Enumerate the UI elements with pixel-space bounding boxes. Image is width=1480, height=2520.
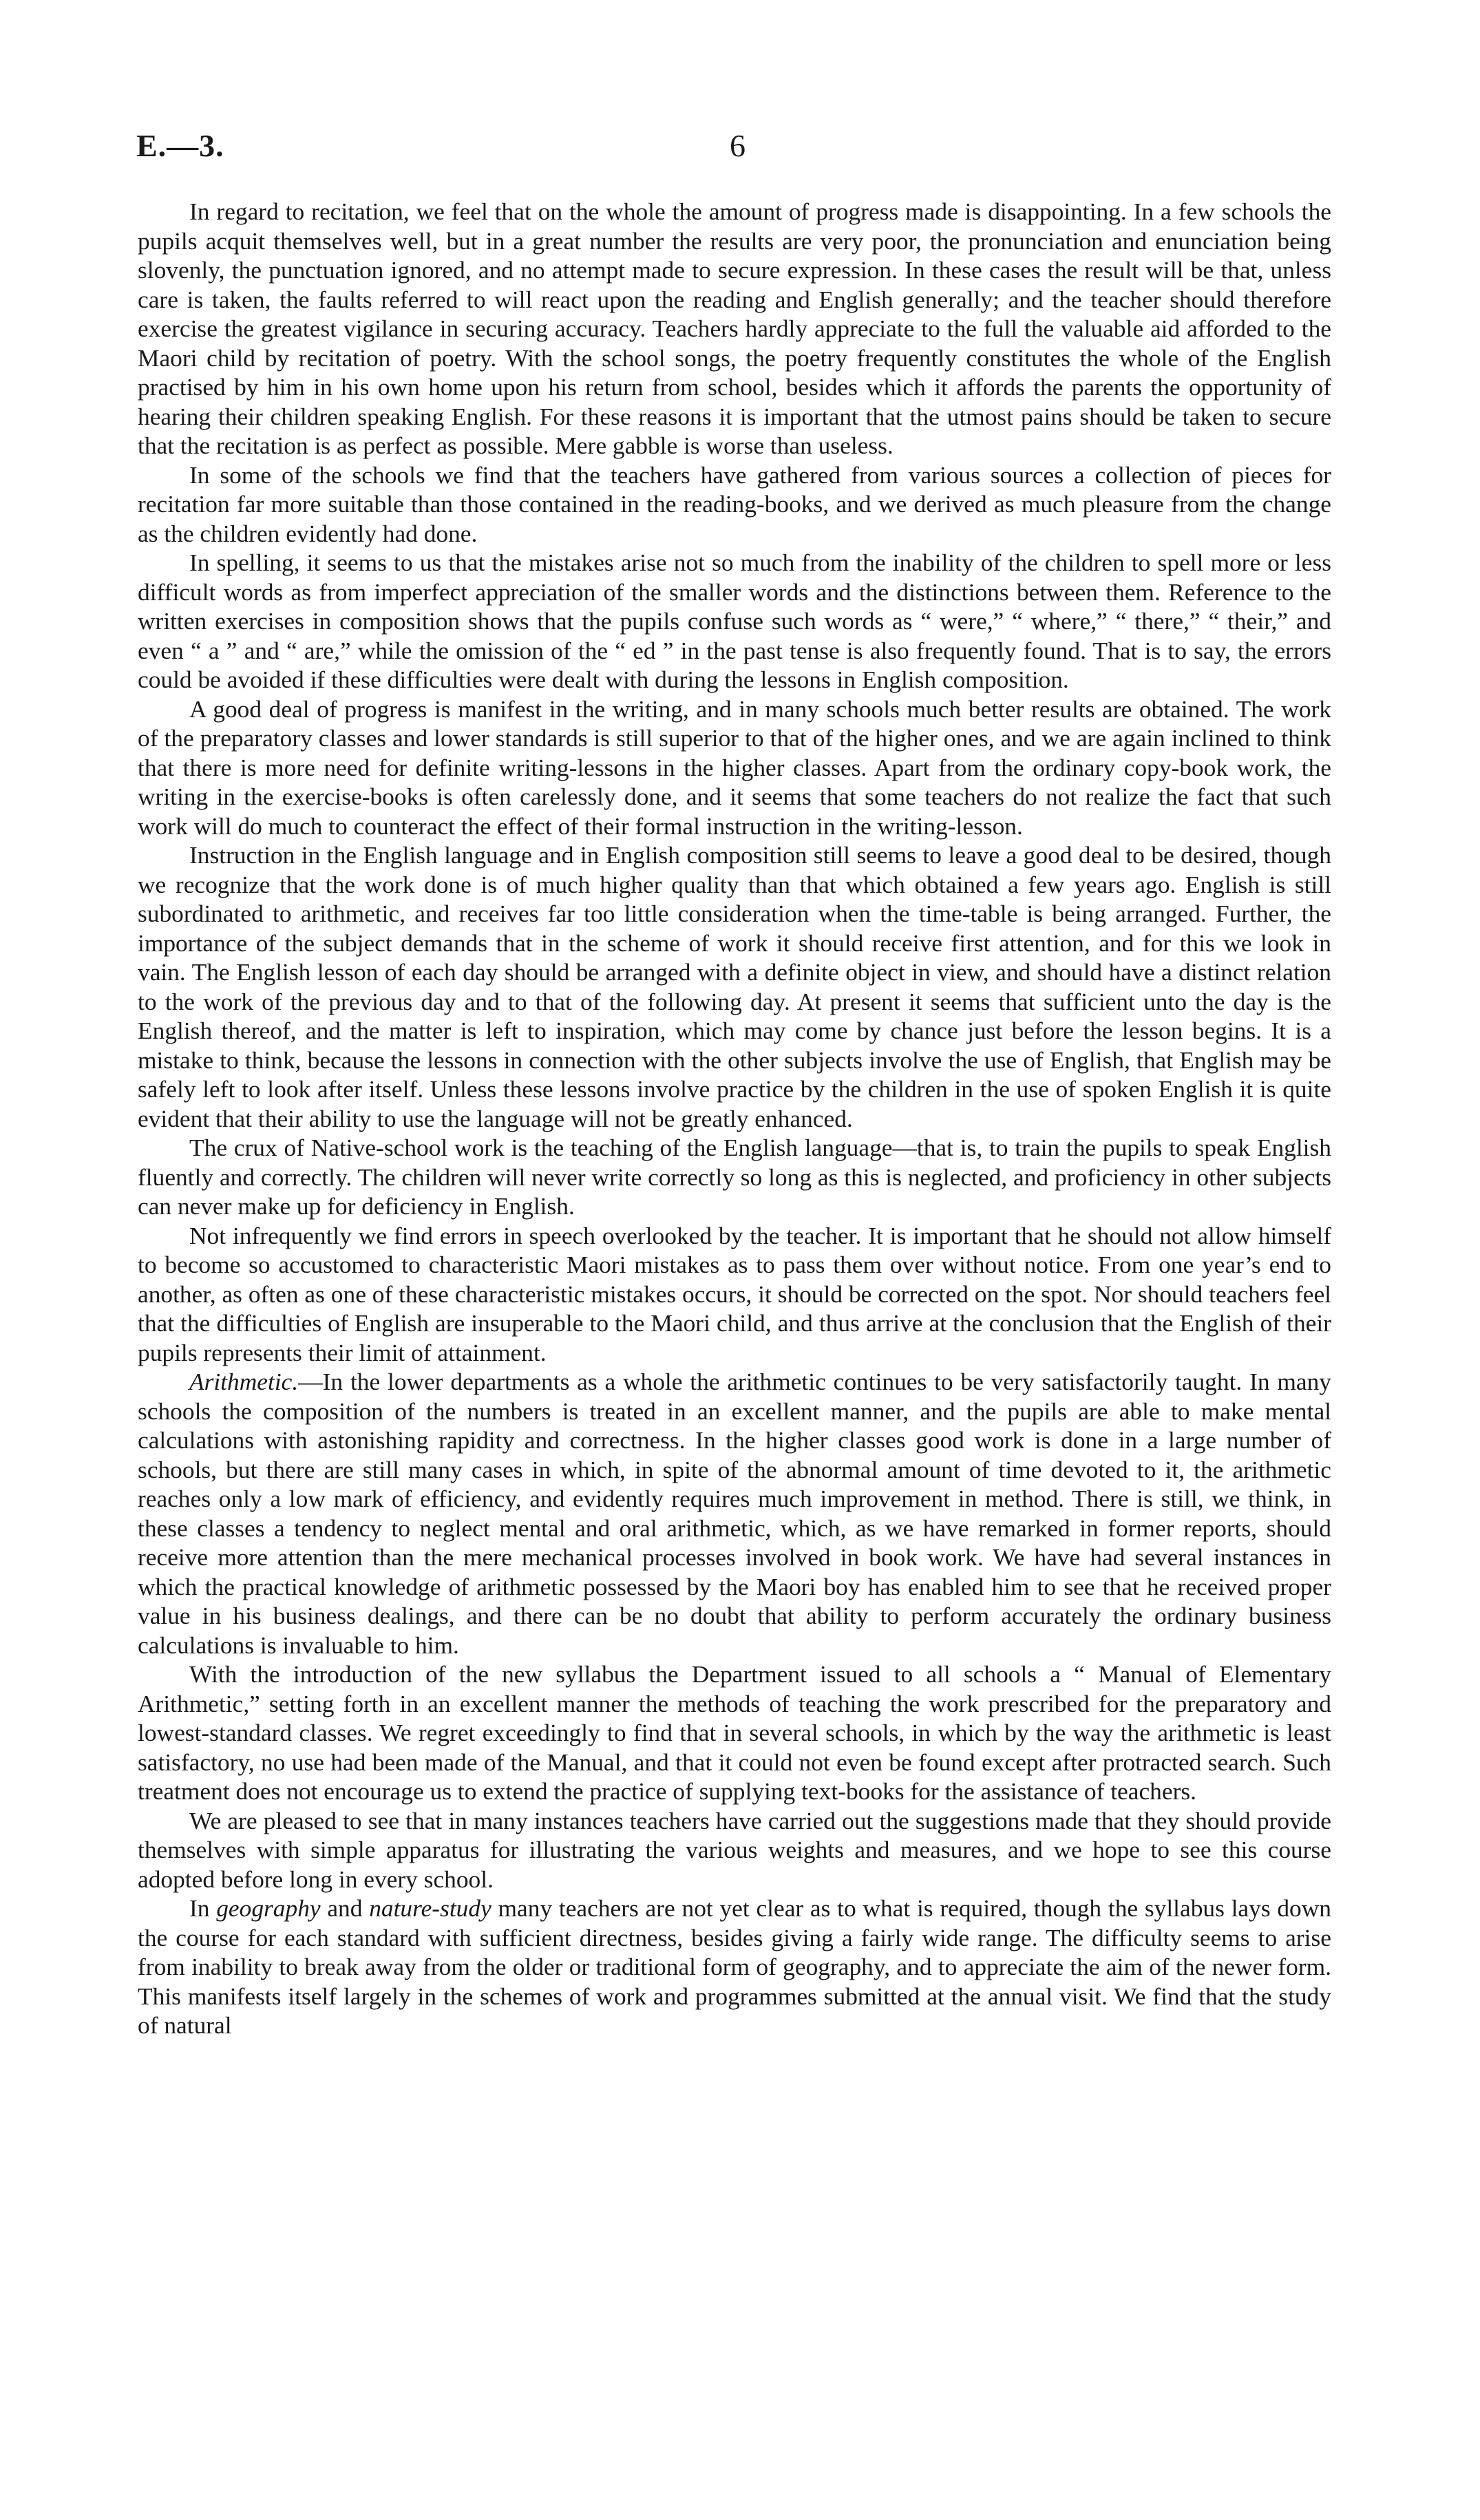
paragraph-manual: With the introduction of the new syllabus the Department issued to all schools a “ Manual of Elementary Arithmetic,” setting forth in an excellent manner the methods of teaching the work prescribed for the preparatory and lowest-standard classes. We regret exceedingly to find that in several schools, in which by the way the arithmetic is least satisfactory, no use had been made of the Manual, and that it could not even be found except after protracted search. Such treatment does not encourage us to extend the practice of supplying text-books for the assistance of teachers. [138,1660,1331,1805]
geography-text: many teachers are not yet clear as to what is required, though the syllabus lays down the course for each standard with sufficient directness, besides giving a fairly wide range. The difficulty seems to arise from inability to break away from the older or traditional form of geography, and to appreciate the aim of the newer form. This manifests itself largely in the schemes of work and programmes submitted at the annual visit. We find that the study of natural [138,1894,1331,2039]
paragraph-geography [138,1894,1331,2040]
document-id: E.—3. [136,128,224,163]
geography-term: geography [216,1894,321,1922]
page-number: 6 [730,128,746,163]
arithmetic-text: —In the lower departments as a whole the arithmetic continues to be very satisfactorily taught. In many schools the composition of the numbers is treated in an excellent manner, and the pupils are able to make mental calculations with astonishing rapidity and correctness. In the higher classes good work is done in a large number of schools, but there are still many cases in which, in spite of the abnormal amount of time devoted to it, the arithmetic reaches only a low mark of efficiency, and evidently requires much improvement in method. There is still, we think, in these classes a tendency to neglect mental and oral arithmetic, which, as we have remarked in former reports, should receive more attention than the mere mechanical processes involved in book work. We have had several instances in which the practical knowledge of arithmetic possessed by the Maori boy has enabled him to see that he received proper value in his business dealings, and there can be no doubt that ability to perform accurately the ordinary business calculations is invaluable to him. [138,1368,1331,1659]
geography-mid: and [320,1894,370,1922]
paragraph-arithmetic [138,1367,1331,1660]
paragraph-writing: A good deal of progress is manifest in the writing, and in many schools much better results are obtained. The work of the preparatory classes and lower standards is still superior to that of the higher ones, and we are again inclined to think that there is more need for definite writing-lessons in the higher classes. Apart from the ordinary copy-book work, the writing in the exercise-books is often carelessly done, and it seems that some teachers do not realize the fact that such work will do much to counteract the effect of their formal instruction in the writing-lesson. [138,695,1331,840]
running-head [0,127,1480,169]
geography-pre: In [189,1894,217,1922]
paragraph-english-instruction: Instruction in the English language and in English composition still seems to leave a good deal to be desired, though we recognize that the work done is of much higher quality than that which obtained a few years ago. English is still subordinated to arithmetic, and receives far too little consideration when the time-table is being arranged. Further, the importance of the subject demands that in the scheme of work it should receive first attention, and for this we look in vain. The English lesson of each day should be arranged with a definite object in view, and should have a distinct relation to the work of the previous day and to that of the following day. At present it seems that sufficient unto the day is the English thereof, and the matter is left to inspiration, which may come by chance just before the lesson begins. It is a mistake to think, because the lessons in connection with the other subjects involve the use of English, that English may be safely left to look after itself. Unless these lessons involve practice by the children in the use of spoken English it is quite evident that their ability to use the language will not be greatly enhanced. [138,841,1331,1132]
paragraph-native-school-crux: The crux of Native-school work is the teaching of the English language—that is, to train the pupils to speak English fluently and correctly. The children will never write correctly so long as this is neglected, and proficiency in other subjects can never make up for deficiency in English. [138,1134,1331,1220]
paragraph-recitation-pieces: In some of the schools we find that the teachers have gathered from various sources a collection of pieces for recitation far more suitable than those contained in the reading-books, and we derived as much pleasure from the change as the children evidently had done. [138,460,1331,547]
nature-study-term: nature-study [369,1894,491,1922]
paragraph-recitation: In regard to recitation, we feel that on the whole the amount of progress made is disappointing. In a few schools the pupils acquit themselves well, but in a great number the results are very poor, the pronunciation and enunciation being slovenly, the punctuation ignored, and no attempt made to secure expression. In these cases the result will be that, unless care is taken, the faults referred to will react upon the reading and English generally; and the teacher should therefore exercise the greatest vigilance in securing accuracy. Teachers hardly appreciate to the full the valuable aid afforded to the Maori child by recitation of poetry. With the school songs, the poetry frequently constitutes the whole of the English practised by him in his own home upon his return from school, besides which it affords the parents the opportunity of hearing their children speaking English. For these reasons it is important that the utmost pains should be taken to secure that the recitation is as perfect as possible. Mere gabble is worse than useless. [138,198,1331,459]
body-text [138,197,1331,2040]
arithmetic-lead-in: Arithmetic. [189,1368,299,1395]
paragraph-speech-errors: Not infrequently we find errors in speech overlooked by the teacher. It is important that he should not allow himself to become so accustomed to characteristic Maori mistakes as to pass them over without notice. From one year’s end to another, as often as one of these characteristic mistakes occurs, it should be corrected on the spot. Nor should teachers feel that the difficulties of English are insuperable to the Maori child, and thus arrive at the conclusion that the English of their pupils represents their limit of attainment. [138,1221,1331,1366]
paragraph-apparatus: We are pleased to see that in many instances teachers have carried out the suggestions made that they should provide themselves with simple apparatus for illustrating the various weights and measures, and we hope to see this course adopted before long in every school. [138,1806,1331,1893]
paragraph-spelling: In spelling, it seems to us that the mistakes arise not so much from the inability of the children to spell more or less difficult words as from imperfect appreciation of the smaller words and the distinctions between them. Reference to the written exercises in composition shows that the pupils confuse such words as “ were,” “ where,” “ there,” “ their,” and even “ a ” and “ are,” while the omission of the “ ed ” in the past tense is also frequently found. That is to say, the errors could be avoided if these difficulties were dealt with during the lessons in English composition. [138,549,1331,693]
